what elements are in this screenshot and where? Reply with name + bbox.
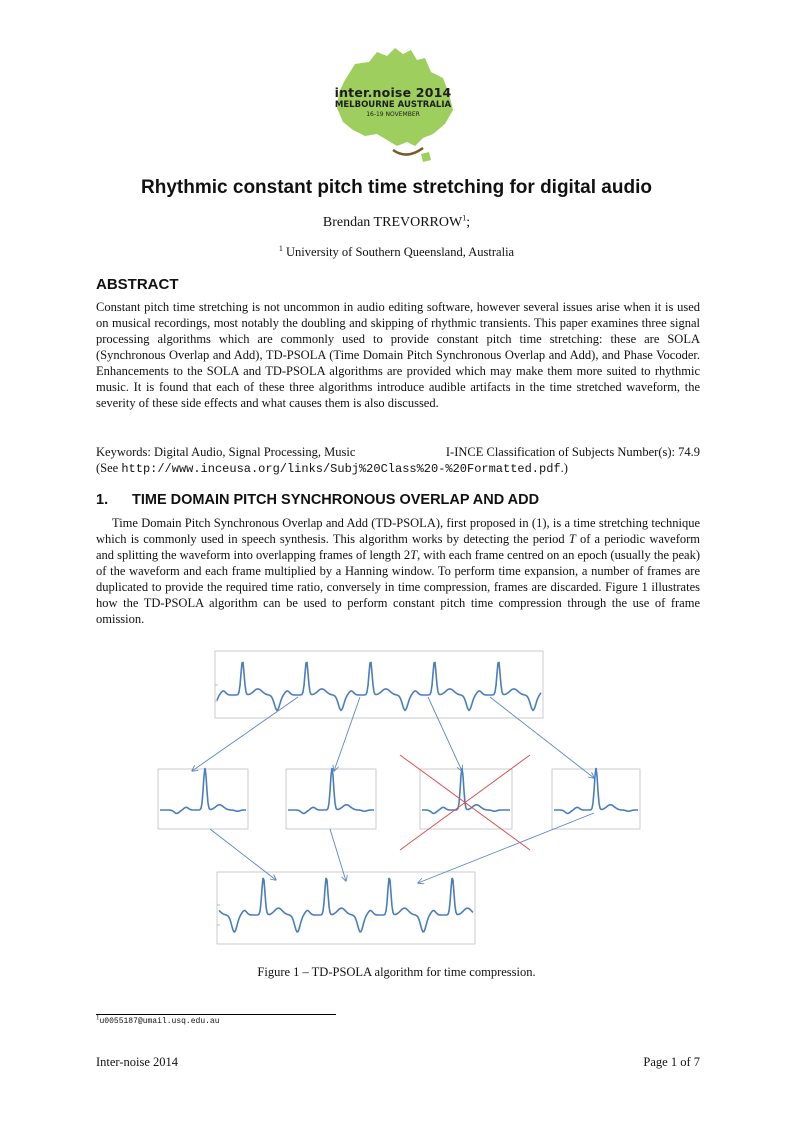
section-1-paragraph: Time Domain Pitch Synchronous Overlap and Add (TD-PSOLA), first proposed in (1), is a time stretching technique which is commonly used in speech synthesis. This algorithm works by detecting the period T of a periodic waveform and splitting the waveform into overlapping frames of length 2T, with each frame centred on an epoch (usually the peak) of the waveform and each frame multiplied by a Hanning window. To perform time expansion, a number of frames are duplicated to provide the required time ratio, conversely in time compression, frames are discarded. Figure 1 illustrates how the TD-PSOLA algorithm can be used to perform constant pitch time compression through the use of frame omission. — [96, 516, 700, 626]
footnote-email[interactable]: u0055187@umail.usq.edu.au — [99, 1017, 220, 1026]
footer-conference: Inter-noise 2014 — [96, 1055, 179, 1069]
author-name: Brendan TREVORROW — [322, 215, 463, 230]
paper-title: Rhythmic constant pitch time stretching for digital audio — [141, 177, 652, 198]
author-line — [0, 215, 793, 231]
classification-link[interactable]: http://www.inceusa.org/links/Subj%20Class%20-%20Formatted.pdf — [121, 462, 561, 476]
section-1-number: 1. — [96, 492, 109, 508]
logo-dates: 16-19 NOVEMBER — [366, 111, 420, 118]
boomerang-icon — [393, 148, 423, 155]
frame-panel-2 — [286, 768, 376, 829]
see-prefix: (See — [96, 461, 122, 475]
footer-page-number: Page 1 of 7 — [643, 1055, 700, 1069]
keywords-text: Keywords: Digital Audio, Signal Processing, Music — [96, 445, 356, 459]
figure-1-caption: Figure 1 – TD-PSOLA algorithm for time compression. — [257, 965, 536, 979]
footnote-rule — [96, 1014, 336, 1015]
logo-title: inter.noise 2014 — [334, 85, 452, 100]
author-sup: 1 — [462, 213, 467, 223]
frame-panel-1 — [158, 768, 248, 829]
original-waveform-panel — [215, 651, 543, 718]
frame-panel-3-discarded — [400, 755, 530, 850]
tasmania-shape — [421, 152, 431, 162]
affiliation-line — [0, 245, 793, 260]
author-suffix: ; — [466, 215, 471, 230]
section-1-title: TIME DOMAIN PITCH SYNCHRONOUS OVERLAP AND ADD — [132, 492, 540, 508]
section-1-heading — [96, 492, 539, 508]
footnote-sup: 1 — [96, 1013, 100, 1022]
see-suffix: .) — [560, 461, 568, 475]
figure-1-diagram — [150, 645, 650, 950]
logo-location: MELBOURNE AUSTRALIA — [334, 100, 452, 110]
classification-text: I-INCE Classification of Subjects Number(s): 74.9 — [445, 445, 700, 459]
affiliation-text: University of Southern Queensland, Australia — [286, 245, 515, 259]
abstract-heading: ABSTRACT — [96, 276, 179, 293]
affiliation-sup: 1 — [278, 243, 283, 253]
footnote — [96, 1013, 220, 1026]
keywords-block — [96, 444, 700, 477]
abstract-body: Constant pitch time stretching is not uncommon in audio editing software, however several issues arise when it is used on musical recordings, most notably the doubling and skipping of rhythmic transients. This paper examines three signal processing algorithms which are commonly used to provide constant pitch time stretching: these are SOLA (Synchronous Overlap and Add), TD-PSOLA (Time Domain Pitch Synchronous Overlap and Add), and Phase Vocoder. Enhancements to the SOLA and TD-PSOLA algorithms are provided which may make them more suited to rhythmic music. It is found that each of these three algorithms introduce audible artifacts in the time stretched waveform, the severity of these side effects and what causes them is also discussed. — [96, 300, 700, 410]
frame-panel-4 — [552, 768, 640, 829]
compressed-waveform-panel — [217, 872, 475, 944]
